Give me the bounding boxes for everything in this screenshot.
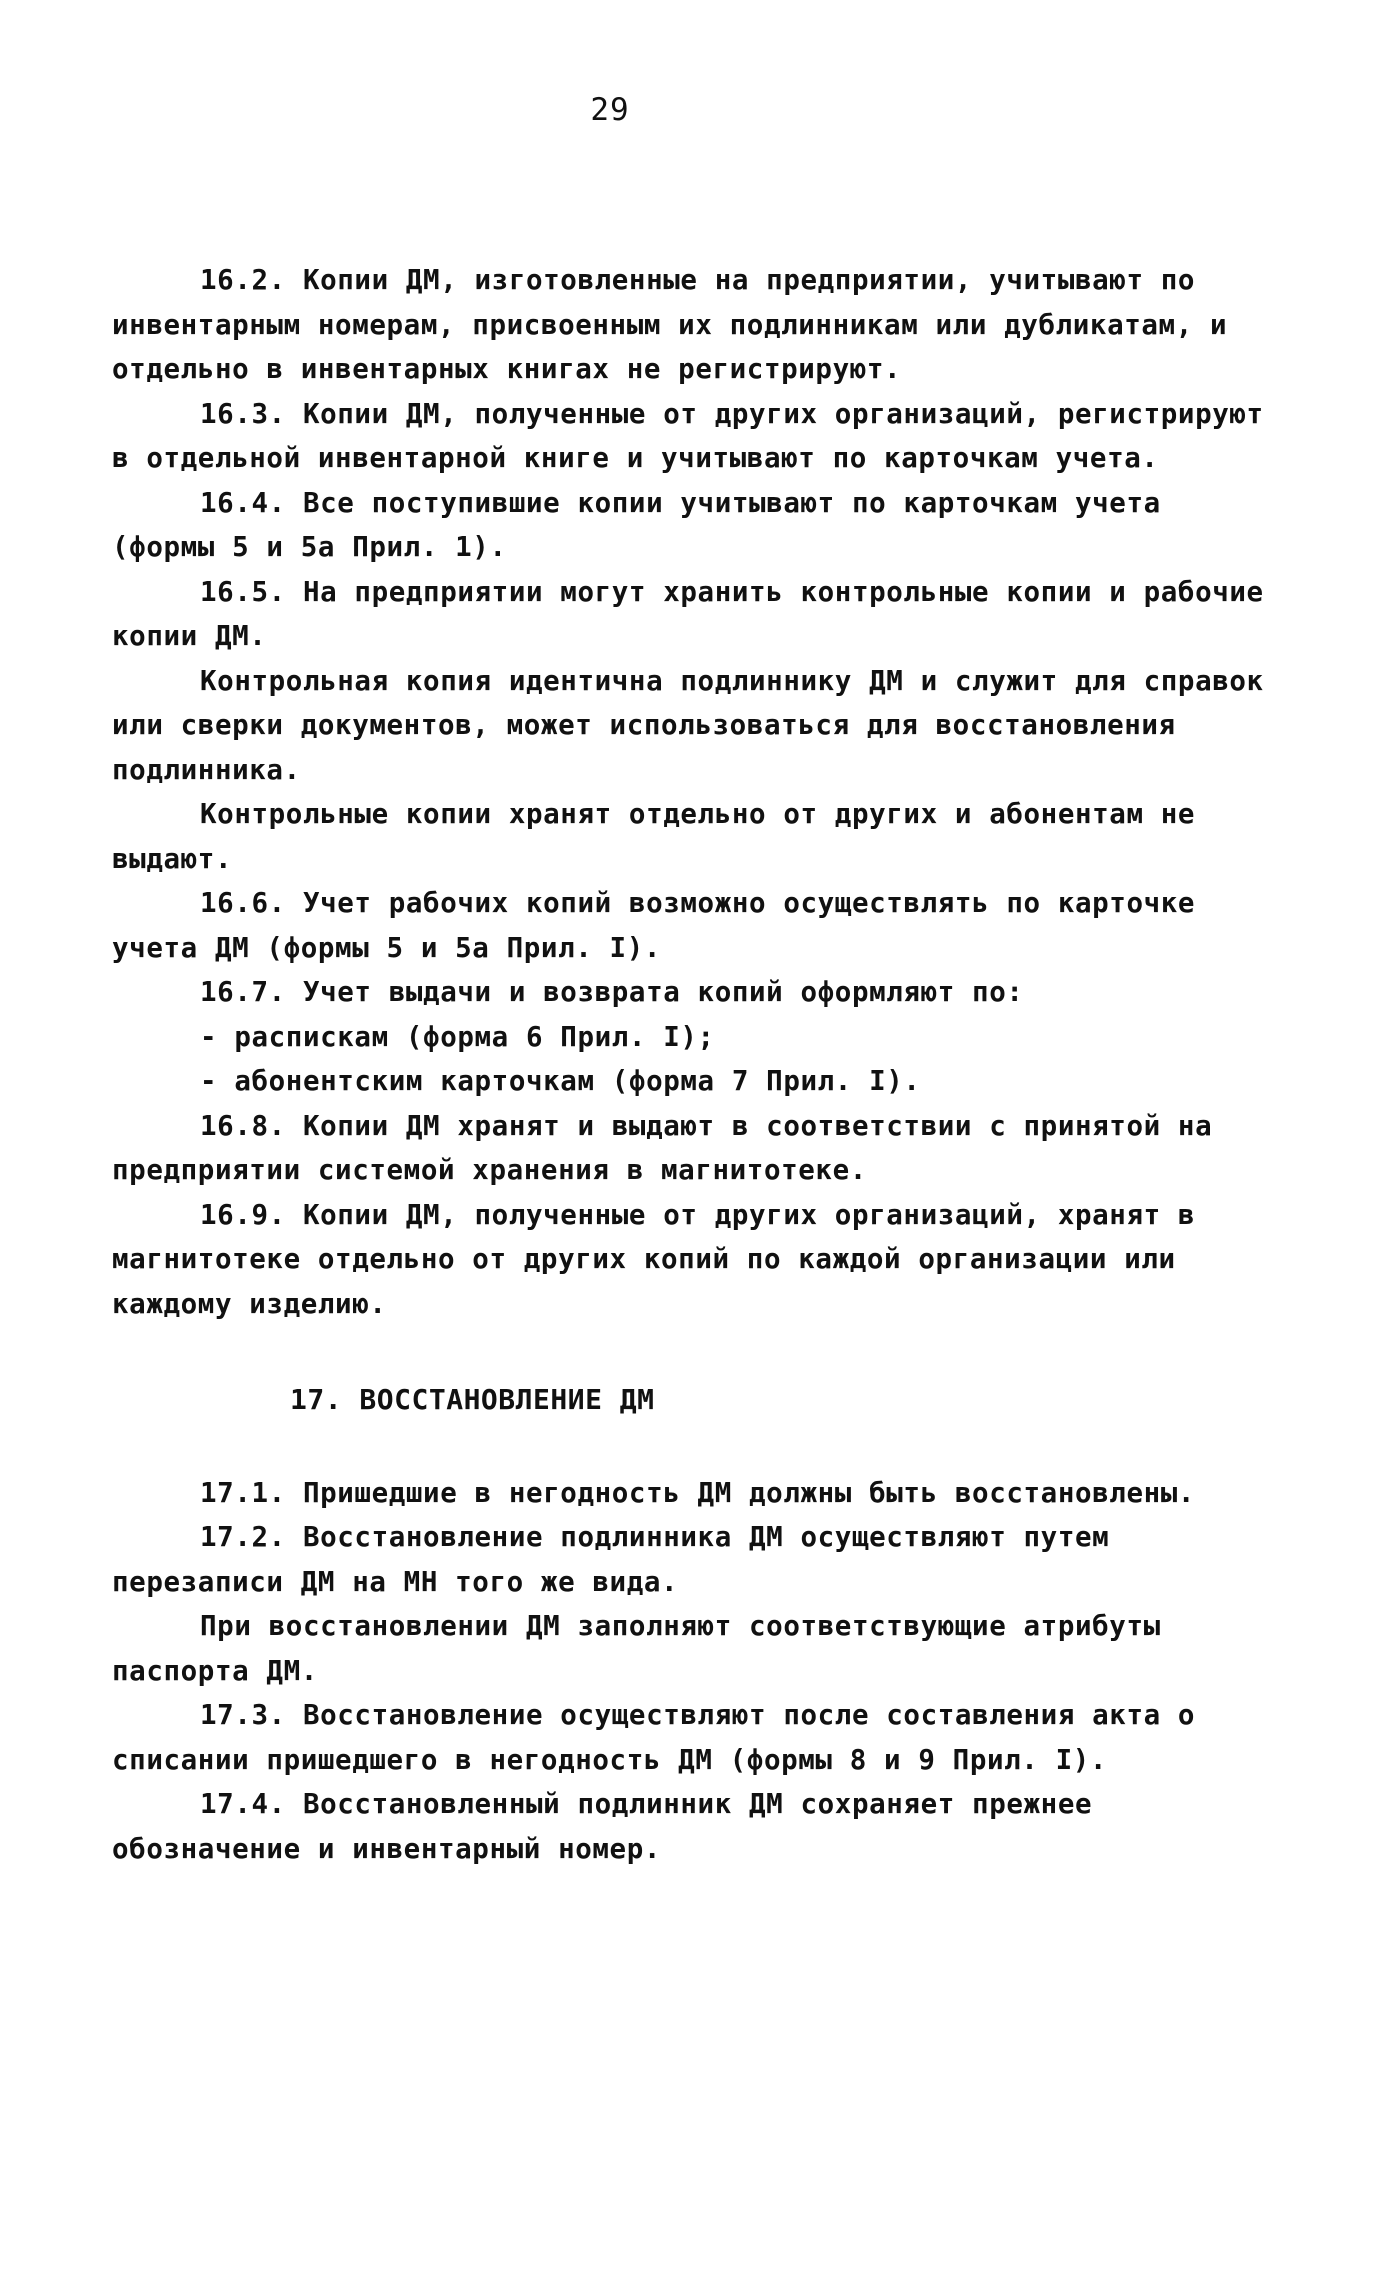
list-item-subscriber-cards: - абонентским карточкам (форма 7 Прил. I). — [200, 1065, 921, 1097]
paragraph-17-2: 17.2. Восстановление подлинника ДМ осуществляют путем перезаписи ДМ на МН того же вида. — [112, 1521, 1110, 1598]
paragraph-16-6: 16.6. Учет рабочих копий возможно осуществлять по карточке учета ДМ (формы 5 и 5а Прил. I). — [112, 887, 1196, 964]
section-title-17: 17. ВОССТАНОВЛЕНИЕ ДМ — [290, 1383, 655, 1416]
document-body — [112, 258, 1272, 1871]
paragraph-16-3: 16.3. Копии ДМ, полученные от других организаций, регистрируют в отдельной инвентарной книге и учитывают по карточкам учета. — [112, 397, 1264, 474]
paragraph-16-4: 16.4. Все поступившие копии учитывают по карточкам учета (формы 5 и 5а Прил. 1). — [112, 486, 1161, 563]
paragraph-16-7: 16.7. Учет выдачи и возврата копий оформляют по: — [200, 976, 1024, 1008]
paragraph-16-2: 16.2. Копии ДМ, изготовленные на предприятии, учитывают по инвентарным номерам, присвоенным их подлинникам или дубликатам, и отдельно в инвентарных книгах не регистрируют. — [112, 264, 1228, 385]
paragraph-17-4: 17.4. Восстановленный подлинник ДМ сохраняет прежнее обозначение и инвентарный номер. — [112, 1788, 1093, 1865]
list-item-receipts: - распискам (форма 6 Прил. I); — [200, 1020, 715, 1053]
paragraph-17-3: 17.3. Восстановление осуществляют после составления акта о списании пришедшего в негодность ДМ (формы 8 и 9 Прил. I). — [112, 1699, 1196, 1776]
paragraph-16-8: 16.8. Копии ДМ хранят и выдают в соответствии с принятой на предприятии системой хранения в магнитотеке. — [112, 1109, 1213, 1186]
paragraph-passport-attributes: При восстановлении ДМ заполняют соответствующие атрибуты паспорта ДМ. — [112, 1610, 1161, 1687]
paragraph-control-copies-storage: Контрольные копии хранят отдельно от других и абонентам не выдают. — [112, 798, 1196, 875]
page-number: 29 — [590, 92, 630, 128]
paragraph-16-9: 16.9. Копии ДМ, полученные от других организаций, хранят в магнитотеке отдельно от других копий по каждой организации или каждому изделию. — [112, 1198, 1196, 1320]
paragraph-17-1: 17.1. Пришедшие в негодность ДМ должны быть восстановлены. — [200, 1476, 1196, 1509]
paragraph-control-copy: Контрольная копия идентична подлиннику ДМ и служит для справок или сверки документов, может использоваться для восстановления подлинника. — [112, 664, 1264, 786]
paragraph-16-5: 16.5. На предприятии могут хранить контрольные копии и рабочие копии ДМ. — [112, 575, 1264, 652]
